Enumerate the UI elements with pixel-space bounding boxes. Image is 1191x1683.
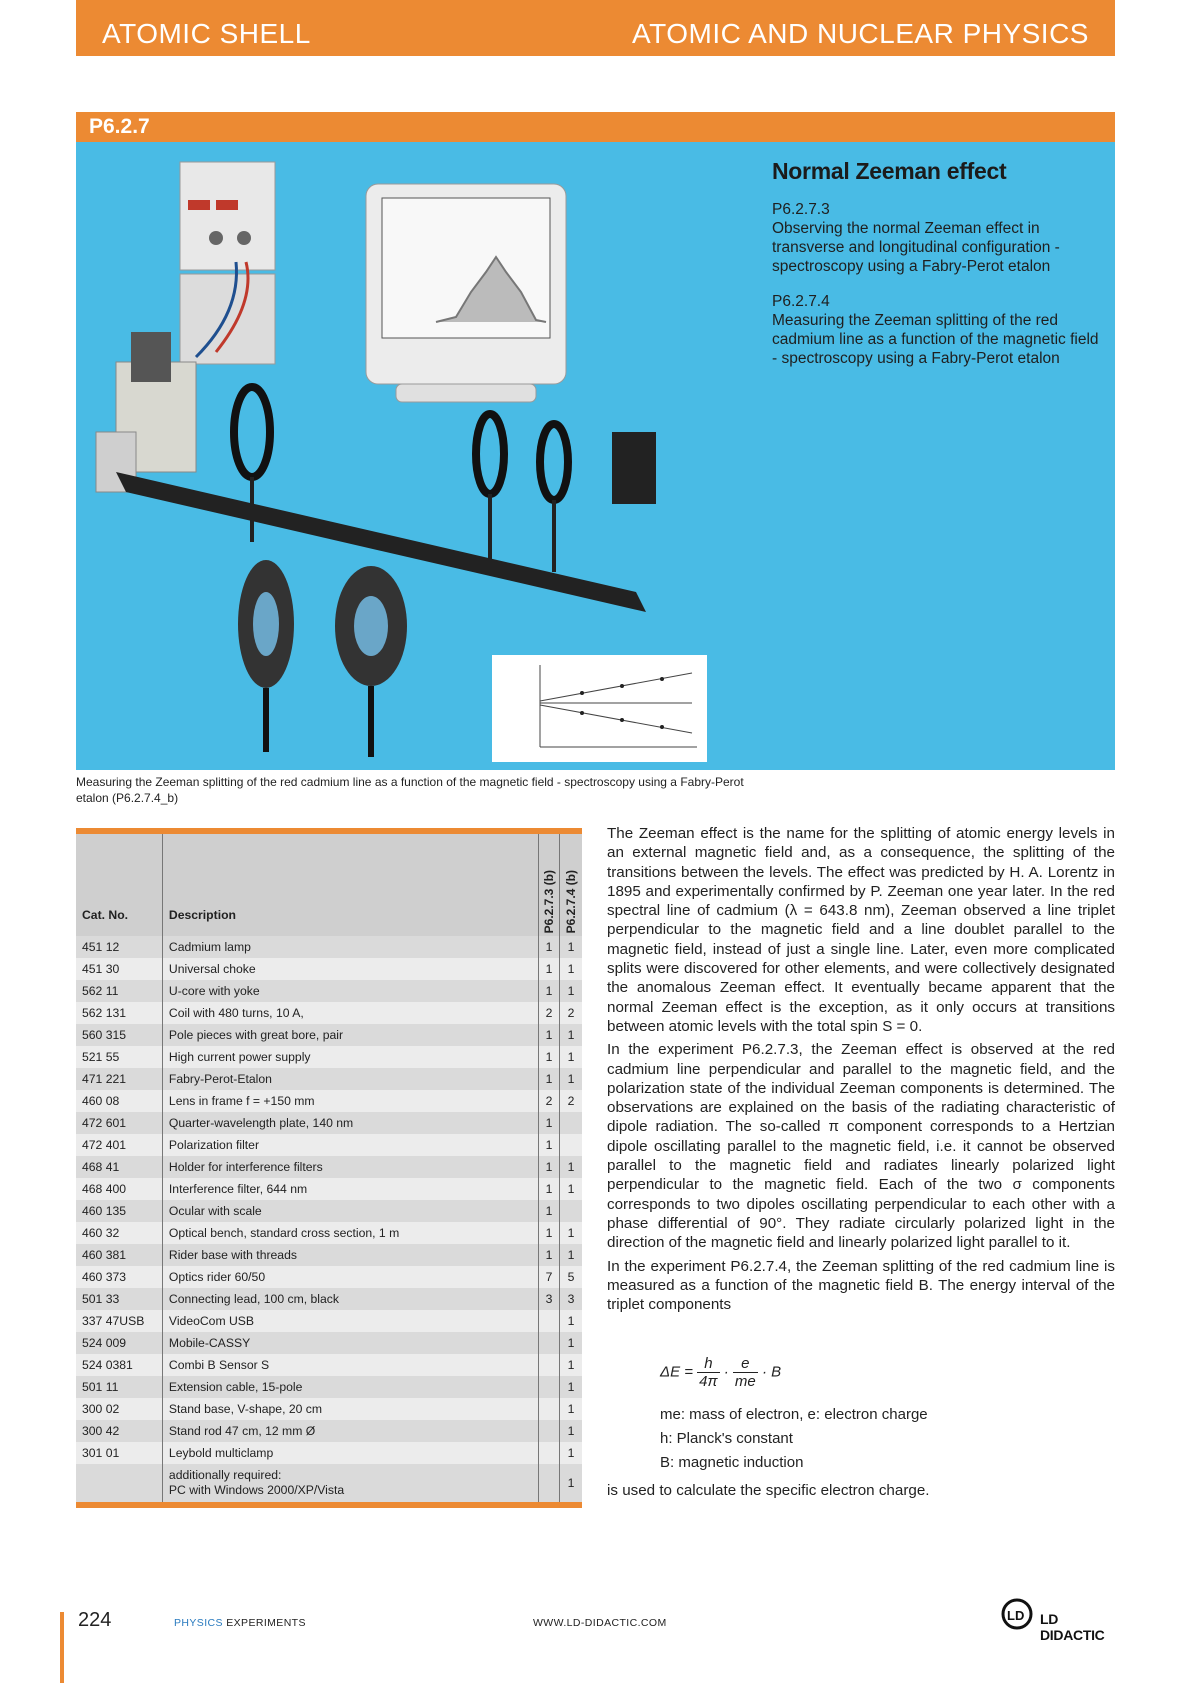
cat-no-cell: 300 02 — [76, 1398, 162, 1420]
paragraph: In the experiment P6.2.7.4, the Zeeman splitting of the red cadmium line is measured as a function of the magnetic field B. The energy interval of the triplet components — [607, 1257, 1115, 1314]
cat-no-cell: 460 32 — [76, 1222, 162, 1244]
qty-p6274-cell — [559, 1200, 582, 1222]
table-row — [76, 1090, 582, 1112]
qty-p6273-cell: 1 — [539, 1134, 560, 1156]
description-cell: Universal choke — [162, 958, 538, 980]
cat-no-cell: 472 401 — [76, 1134, 162, 1156]
qty-p6274-cell: 1 — [559, 980, 582, 1002]
description-cell: U-core with yoke — [162, 980, 538, 1002]
qty-p6273-cell — [539, 1354, 560, 1376]
qty-p6273-cell: 3 — [539, 1288, 560, 1310]
description-cell: Stand rod 47 cm, 12 mm Ø — [162, 1420, 538, 1442]
qty-p6273-cell — [539, 1310, 560, 1332]
header-p6274: P6.2.7.4 (b) — [559, 834, 582, 936]
page-number: 224 — [78, 1609, 112, 1631]
svg-text:LD: LD — [1007, 1608, 1025, 1623]
table-header-row — [76, 834, 582, 936]
header-p6273: P6.2.7.3 (b) — [539, 834, 560, 936]
cat-no-cell: 501 11 — [76, 1376, 162, 1398]
page-header — [76, 0, 1115, 56]
cat-no-cell: 472 601 — [76, 1112, 162, 1134]
qty-p6274-cell: 1 — [559, 1332, 582, 1354]
qty-p6273-cell: 1 — [539, 1024, 560, 1046]
description-cell: Lens in frame f = +150 mm — [162, 1090, 538, 1112]
description-cell: Pole pieces with great bore, pair — [162, 1024, 538, 1046]
qty-p6274-cell: 1 — [559, 1178, 582, 1200]
qty-p6273-cell: 1 — [539, 1156, 560, 1178]
qty-p6273-cell: 2 — [539, 1090, 560, 1112]
header-left: ATOMIC SHELL — [102, 18, 311, 49]
qty-p6274-cell: 1 — [559, 1442, 582, 1464]
qty-p6273-cell — [539, 1464, 560, 1502]
closing-sentence: is used to calculate the specific electron charge. — [607, 1482, 930, 1499]
description-cell: Optical bench, standard cross section, 1 m — [162, 1222, 538, 1244]
qty-p6273-cell — [539, 1332, 560, 1354]
table-row — [76, 1134, 582, 1156]
qty-p6274-cell: 1 — [559, 1244, 582, 1266]
cat-no-cell: 501 33 — [76, 1288, 162, 1310]
description-cell: Stand base, V-shape, 20 cm — [162, 1398, 538, 1420]
inset-graph — [492, 655, 707, 762]
equipment-table — [76, 828, 582, 1508]
cat-no-cell: 460 135 — [76, 1200, 162, 1222]
experiment-text: Observing the normal Zeeman effect in transverse and longitudinal configuration - spectroscopy using a Fabry-Perot etalon — [772, 220, 1060, 275]
formula-definitions — [660, 1403, 928, 1475]
table-row — [76, 1442, 582, 1464]
header-cat-no: Cat. No. — [76, 834, 162, 936]
table-row — [76, 1178, 582, 1200]
cat-no-cell: 301 01 — [76, 1442, 162, 1464]
cat-no-cell: 468 400 — [76, 1178, 162, 1200]
header-description: Description — [162, 834, 538, 936]
table-row — [76, 1354, 582, 1376]
qty-p6274-cell: 1 — [559, 1024, 582, 1046]
qty-p6273-cell — [539, 1398, 560, 1420]
qty-p6273-cell: 7 — [539, 1266, 560, 1288]
footer-series: PHYSICS EXPERIMENTS — [174, 1617, 306, 1629]
table-row — [76, 1222, 582, 1244]
ld-didactic-logo: LD LD DIDACTIC — [1000, 1596, 1120, 1630]
cat-no-cell: 451 30 — [76, 958, 162, 980]
footer-accent-line — [60, 1612, 64, 1683]
qty-p6274-cell: 1 — [559, 1222, 582, 1244]
qty-p6273-cell — [539, 1376, 560, 1398]
table-row — [76, 1068, 582, 1090]
cat-no-cell: 451 12 — [76, 936, 162, 958]
experiment-item — [772, 292, 1102, 368]
cat-no-cell: 460 08 — [76, 1090, 162, 1112]
table-row — [76, 1310, 582, 1332]
qty-p6273-cell: 1 — [539, 980, 560, 1002]
description-cell: Ocular with scale — [162, 1200, 538, 1222]
table-row — [76, 936, 582, 958]
body-text — [607, 824, 1115, 1318]
description-cell: Mobile-CASSY — [162, 1332, 538, 1354]
experiment-text: Measuring the Zeeman splitting of the red cadmium line as a function of the magnetic field - spectroscopy using a Fabry-Perot etalon — [772, 312, 1099, 367]
footer-url[interactable]: WWW.LD-DIDACTIC.COM — [533, 1617, 667, 1629]
hero-panel — [76, 142, 1115, 770]
section-code: P6.2.7 — [89, 115, 150, 138]
experiment-code: P6.2.7.4 — [772, 293, 830, 310]
qty-p6274-cell: 3 — [559, 1288, 582, 1310]
description-cell: Combi B Sensor S — [162, 1354, 538, 1376]
figure-caption: Measuring the Zeeman splitting of the red cadmium line as a function of the magnetic field - spectroscopy using a Fabry-Perot etalon (P6.2.7.4_b) — [76, 775, 744, 805]
cat-no-cell: 562 11 — [76, 980, 162, 1002]
energy-formula: ΔE = $\frac{h}{4\pi}$ · $\frac{e}{me}$ · B — [660, 1355, 782, 1390]
cat-no-cell: 460 381 — [76, 1244, 162, 1266]
qty-p6273-cell: 1 — [539, 1244, 560, 1266]
description-cell: Leybold multiclamp — [162, 1442, 538, 1464]
description-cell: Interference filter, 644 nm — [162, 1178, 538, 1200]
qty-p6274-cell — [559, 1134, 582, 1156]
cat-no-cell: 560 315 — [76, 1024, 162, 1046]
description-cell: Extension cable, 15-pole — [162, 1376, 538, 1398]
description-cell: High current power supply — [162, 1046, 538, 1068]
qty-p6274-cell: 5 — [559, 1266, 582, 1288]
qty-p6274-cell: 1 — [559, 1310, 582, 1332]
qty-p6273-cell: 1 — [539, 1200, 560, 1222]
description-cell: Quarter-wavelength plate, 140 nm — [162, 1112, 538, 1134]
table-row — [76, 1332, 582, 1354]
cat-no-cell — [76, 1464, 162, 1502]
definition: B: magnetic induction — [660, 1454, 804, 1471]
qty-p6274-cell: 1 — [559, 1464, 582, 1502]
description-cell: Connecting lead, 100 cm, black — [162, 1288, 538, 1310]
qty-p6274-cell: 1 — [559, 1354, 582, 1376]
experiment-code: P6.2.7.3 — [772, 201, 830, 218]
table-bottom-bar — [76, 1502, 582, 1508]
table-row — [76, 1046, 582, 1068]
qty-p6273-cell: 1 — [539, 958, 560, 980]
table-row — [76, 1002, 582, 1024]
qty-p6273-cell: 1 — [539, 1222, 560, 1244]
qty-p6273-cell: 1 — [539, 1178, 560, 1200]
table-row — [76, 1398, 582, 1420]
qty-p6274-cell: 1 — [559, 1068, 582, 1090]
qty-p6274-cell: 2 — [559, 1090, 582, 1112]
cat-no-cell: 562 131 — [76, 1002, 162, 1024]
qty-p6273-cell: 1 — [539, 936, 560, 958]
description-cell: Fabry-Perot-Etalon — [162, 1068, 538, 1090]
description-cell: Coil with 480 turns, 10 A, — [162, 1002, 538, 1024]
cat-no-cell: 471 221 — [76, 1068, 162, 1090]
table-row — [76, 1156, 582, 1178]
description-cell: Rider base with threads — [162, 1244, 538, 1266]
qty-p6274-cell: 1 — [559, 1420, 582, 1442]
table-row — [76, 1200, 582, 1222]
paragraph: In the experiment P6.2.7.3, the Zeeman effect is observed at the red cadmium line perpendicular and parallel to the magnetic field, and the polarization state of the individual Zeeman components is determined. The observations are explained on the basis of the radiating characteristic of dipole radiation. The so-called π component corresponds to a Hertzian dipole oscillating parallel to the magnetic field, i.e. it cannot be observed parallel to the magnetic field and radiates linearly polarized light perpendicular to the magnetic field. Each of the two σ components corresponds to two dipoles oscillating perpendicular to each other with a phase differential of 90°. They radiate circularly polarized light in the direction of the magnetic field and linearly polarized light parallel to it. — [607, 1041, 1115, 1252]
table-row — [76, 980, 582, 1002]
section-bar — [76, 112, 1115, 142]
qty-p6273-cell — [539, 1420, 560, 1442]
qty-p6274-cell — [559, 1112, 582, 1134]
table-row — [76, 1288, 582, 1310]
qty-p6274-cell: 1 — [559, 1398, 582, 1420]
description-cell: additionally required: PC with Windows 2000/XP/Vista — [162, 1464, 538, 1502]
description-cell: VideoCom USB — [162, 1310, 538, 1332]
description-cell: Polarization filter — [162, 1134, 538, 1156]
table-row — [76, 1112, 582, 1134]
qty-p6274-cell: 1 — [559, 1376, 582, 1398]
description-cell: Holder for interference filters — [162, 1156, 538, 1178]
experiment-title: Normal Zeeman effect — [772, 158, 1007, 184]
qty-p6274-cell: 2 — [559, 1002, 582, 1024]
table-row — [76, 1244, 582, 1266]
qty-p6274-cell: 1 — [559, 1156, 582, 1178]
table-row — [76, 1376, 582, 1398]
qty-p6274-cell: 1 — [559, 958, 582, 980]
cat-no-cell: 524 0381 — [76, 1354, 162, 1376]
qty-p6273-cell: 1 — [539, 1112, 560, 1134]
description-cell: Cadmium lamp — [162, 936, 538, 958]
cat-no-cell: 468 41 — [76, 1156, 162, 1178]
qty-p6273-cell — [539, 1442, 560, 1464]
description-cell: Optics rider 60/50 — [162, 1266, 538, 1288]
qty-p6273-cell: 1 — [539, 1068, 560, 1090]
table-row — [76, 1024, 582, 1046]
cat-no-cell: 300 42 — [76, 1420, 162, 1442]
table-row — [76, 1464, 582, 1502]
table-row — [76, 1420, 582, 1442]
qty-p6273-cell: 2 — [539, 1002, 560, 1024]
definition: me: mass of electron, e: electron charge — [660, 1406, 928, 1423]
qty-p6274-cell: 1 — [559, 1046, 582, 1068]
definition: h: Planck's constant — [660, 1430, 793, 1447]
qty-p6273-cell: 1 — [539, 1046, 560, 1068]
paragraph: The Zeeman effect is the name for the splitting of atomic energy levels in an external magnetic field and, as a consequence, the splitting of the transitions between the levels. The effect was predicted by H. A. Lorentz in 1895 and experimentally confirmed by P. Zeeman one year later. In the red spectral line of cadmium (λ = 643.8 nm), Zeeman observed a line triplet perpendicular to the magnetic field and a line doublet parallel to the magnetic field, instead of just a single line. Later, even more complicated splits were discovered for other elements, and were collectively designated the anomalous Zeeman effect. It eventually became apparent that the normal Zeeman effect is the exception, as it only occurs at transitions between atomic levels with the total spin S = 0. — [607, 825, 1115, 1035]
cat-no-cell: 521 55 — [76, 1046, 162, 1068]
cat-no-cell: 524 009 — [76, 1332, 162, 1354]
cat-no-cell: 337 47USB — [76, 1310, 162, 1332]
table-row — [76, 1266, 582, 1288]
cat-no-cell: 460 373 — [76, 1266, 162, 1288]
header-right: ATOMIC AND NUCLEAR PHYSICS — [632, 18, 1089, 49]
experiment-item — [772, 200, 1102, 276]
table-row — [76, 958, 582, 980]
qty-p6274-cell: 1 — [559, 936, 582, 958]
